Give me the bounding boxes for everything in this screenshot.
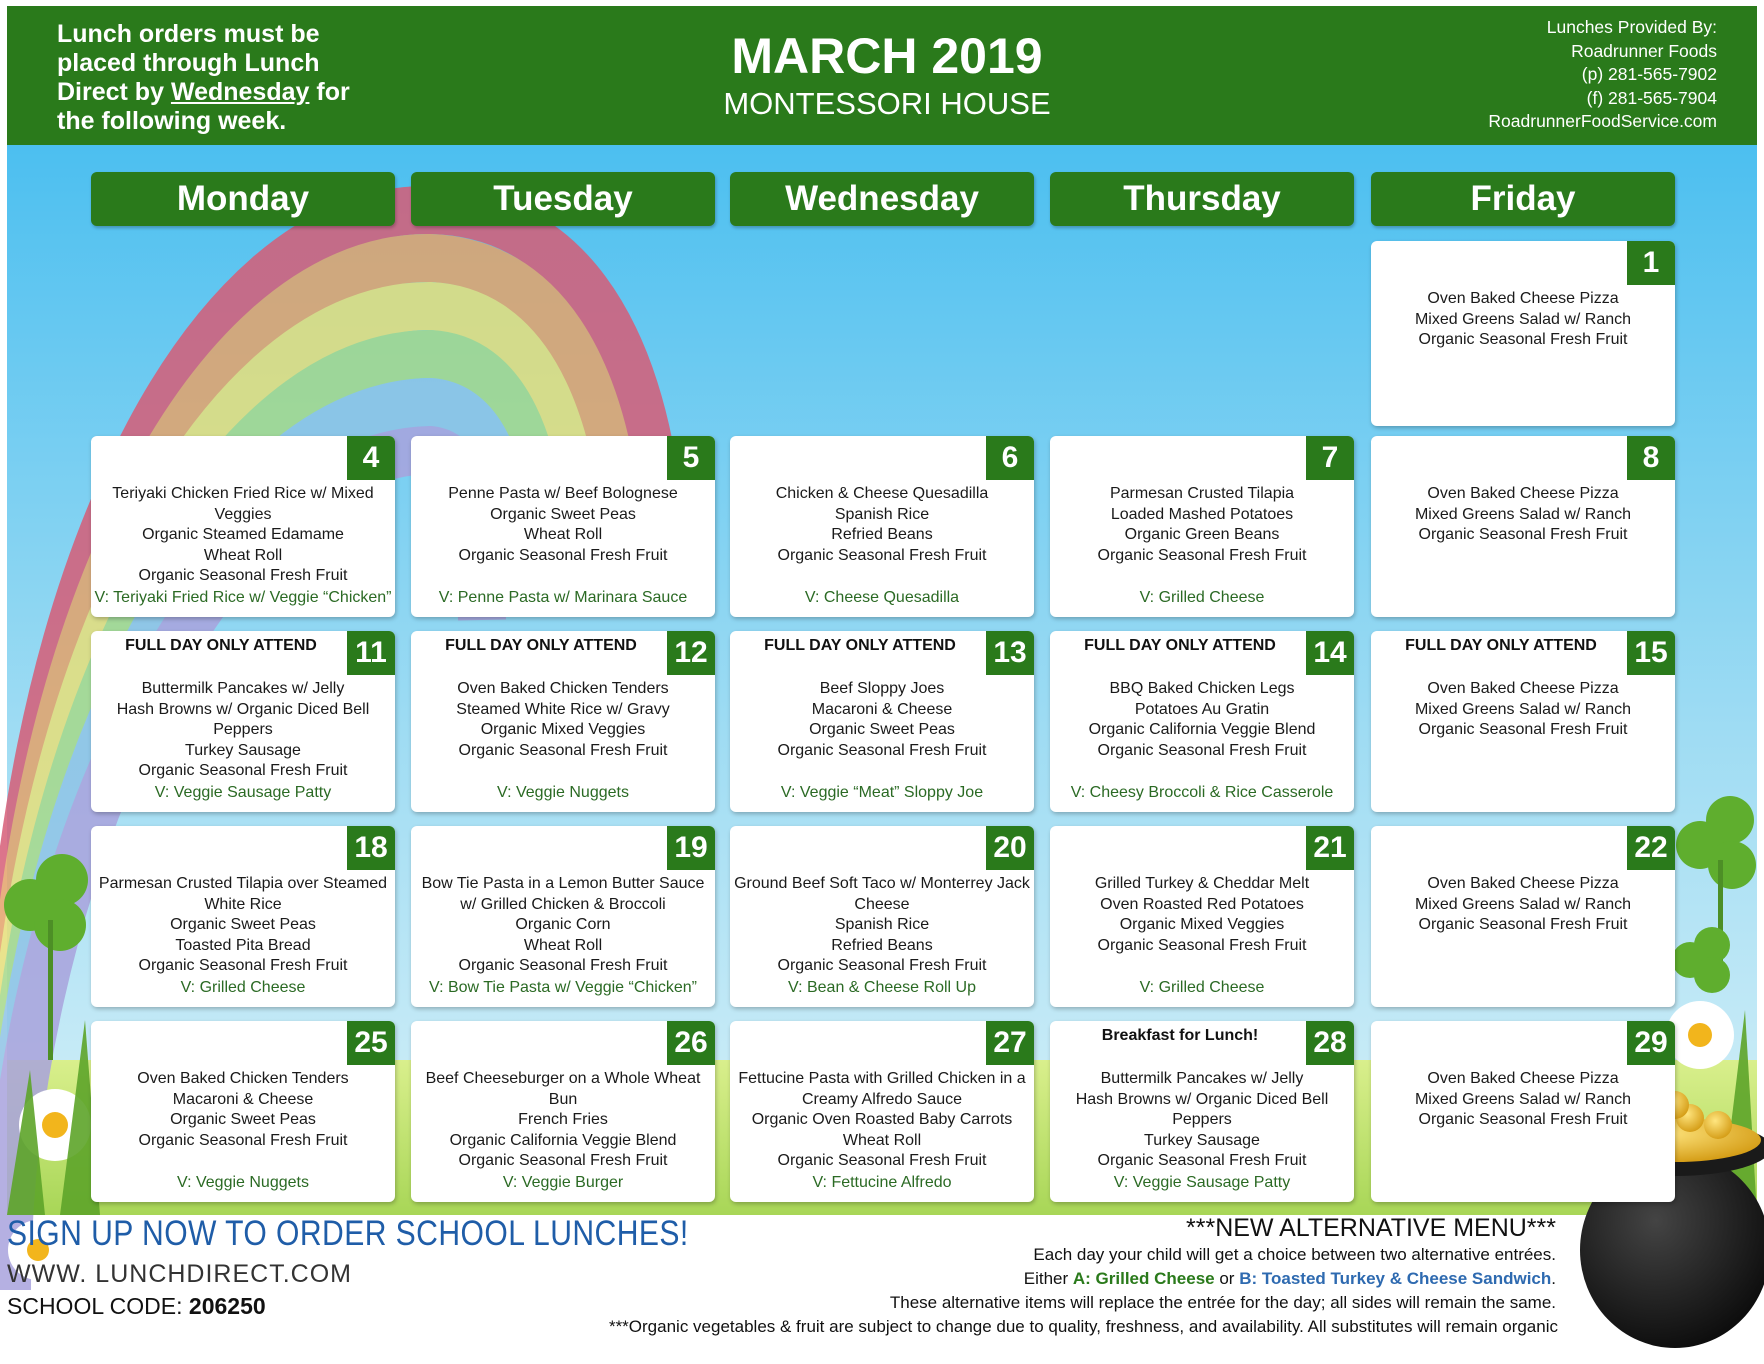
menu-items — [1054, 1069, 1350, 1172]
menu-item: Organic Corn — [515, 916, 611, 933]
alt-menu-line: Each day your child will get a choice between two alternative entrées. — [1033, 1245, 1556, 1264]
calendar-day-cell — [1371, 241, 1675, 426]
menu-items — [734, 874, 1030, 977]
school-code-value: 206250 — [188, 1293, 266, 1319]
menu-item: Oven Baked Cheese Pizza — [1427, 485, 1619, 502]
alt-menu-line: These alternative items will replace the entrée for the day; all sides will remain the same. — [889, 1293, 1556, 1312]
menu-item: Oven Baked Chicken Tenders — [457, 680, 669, 697]
day-number: 22 — [1627, 826, 1675, 870]
menu-item: Organic Mixed Veggies — [480, 721, 646, 738]
calendar-day-cell — [1371, 436, 1675, 617]
vegetarian-option: V: Grilled Cheese — [1139, 589, 1265, 606]
menu-item: Organic Seasonal Fresh Fruit — [138, 1131, 348, 1149]
vegetarian-option: V: Veggie Sausage Patty — [1113, 1174, 1291, 1191]
menu-item: Organic Seasonal Fresh Fruit — [1418, 331, 1628, 348]
menu-item: Wheat Roll — [842, 1131, 922, 1149]
menu-item: Organic Sweet Peas — [170, 916, 316, 933]
vegetarian-option: V: Veggie Nuggets — [177, 1174, 309, 1191]
menu-item: Organic Seasonal Fresh Fruit — [138, 762, 348, 779]
menu-item: Wheat Roll — [203, 546, 283, 564]
menu-items — [1054, 679, 1350, 761]
day-note: FULL DAY ONLY ATTEND — [1405, 637, 1597, 654]
menu-item: Organic Seasonal Fresh Fruit — [138, 567, 348, 584]
provider-line: Roadrunner Foods — [1571, 40, 1717, 61]
menu-item: Oven Baked Cheese Pizza — [1427, 680, 1619, 697]
day-number: 7 — [1306, 436, 1354, 480]
calendar-day-cell — [411, 826, 715, 1007]
signup-heading: SIGN UP NOW TO ORDER SCHOOL LUNCHES! — [7, 1214, 689, 1253]
calendar-day-cell — [1371, 1021, 1675, 1202]
calendar-day-cell — [1371, 826, 1675, 1007]
day-number: 27 — [986, 1021, 1034, 1065]
menu-item: Organic Seasonal Fresh Fruit — [1097, 1152, 1307, 1169]
menu-item: Hash Browns w/ Organic Diced Bell Peppers — [1075, 1090, 1329, 1128]
menu-items — [1375, 1069, 1671, 1131]
menu-item: Organic Seasonal Fresh Fruit — [458, 546, 668, 564]
menu-item: Oven Roasted Red Potatoes — [1100, 895, 1304, 913]
day-number: 21 — [1306, 826, 1354, 870]
page-title: MARCH 2019 — [731, 28, 1043, 84]
menu-item: Organic Seasonal Fresh Fruit — [1418, 916, 1628, 933]
provider-line: (p) 281-565-7902 — [1581, 64, 1717, 84]
menu-items — [1375, 484, 1671, 546]
menu-item: Potatoes Au Gratin — [1134, 700, 1270, 718]
vegetarian-option: V: Veggie Sausage Patty — [154, 784, 332, 801]
day-header-tuesday: Tuesday — [411, 172, 715, 226]
menu-item: Organic Green Beans — [1124, 526, 1280, 543]
menu-item: Organic Sweet Peas — [170, 1111, 316, 1128]
menu-item: Chicken & Cheese Quesadilla — [775, 485, 989, 502]
menu-item: Organic Seasonal Fresh Fruit — [458, 741, 668, 759]
calendar-day-cell — [1050, 826, 1354, 1007]
menu-item: Mixed Greens Salad w/ Ranch — [1414, 310, 1632, 328]
menu-item: Organic Seasonal Fresh Fruit — [1418, 1111, 1628, 1128]
alt-option-a: A: Grilled Cheese — [1072, 1269, 1215, 1288]
day-number: 25 — [347, 1021, 395, 1065]
calendar-day-cell — [1050, 631, 1354, 812]
menu-item: Spanish Rice — [834, 505, 930, 523]
menu-item: Wheat Roll — [523, 526, 603, 543]
menu-item: Organic California Veggie Blend — [1088, 721, 1316, 738]
menu-item: Organic Seasonal Fresh Fruit — [1097, 741, 1307, 759]
vegetarian-option: V: Cheese Quesadilla — [804, 589, 960, 606]
menu-item: Oven Baked Cheese Pizza — [1427, 875, 1619, 892]
day-number: 20 — [986, 826, 1034, 870]
menu-items — [734, 484, 1030, 566]
calendar-day-cell — [1371, 631, 1675, 812]
day-number: 14 — [1306, 631, 1354, 675]
menu-item: Mixed Greens Salad w/ Ranch — [1414, 700, 1632, 718]
day-header-friday: Friday — [1371, 172, 1675, 226]
day-note: FULL DAY ONLY ATTEND — [445, 637, 637, 654]
menu-item: Macaroni & Cheese — [172, 1090, 314, 1108]
day-number: 11 — [347, 631, 395, 675]
vegetarian-option: V: Fettucine Alfredo — [812, 1174, 952, 1191]
menu-items — [415, 679, 711, 761]
day-number: 1 — [1627, 241, 1675, 285]
provider-line: (f) 281-565-7904 — [1586, 87, 1717, 108]
menu-item: Organic Oven Roasted Baby Carrots — [751, 1111, 1013, 1128]
alt-option-b: B: Toasted Turkey & Cheese Sandwich — [1239, 1269, 1552, 1288]
menu-item: Wheat Roll — [523, 936, 603, 954]
menu-item: Oven Baked Cheese Pizza — [1427, 290, 1619, 307]
menu-item: Grilled Turkey & Cheddar Melt — [1094, 875, 1310, 892]
menu-item: Buttermilk Pancakes w/ Jelly — [141, 680, 345, 697]
vegetarian-option: V: Veggie Nuggets — [497, 784, 629, 801]
menu-item: Spanish Rice — [834, 916, 930, 933]
day-number: 18 — [347, 826, 395, 870]
day-note: Breakfast for Lunch! — [1101, 1027, 1259, 1044]
day-header-thursday: Thursday — [1050, 172, 1354, 226]
menu-items — [95, 484, 391, 587]
menu-item: Organic Seasonal Fresh Fruit — [1097, 546, 1307, 564]
menu-item: Organic Steamed Edamame — [142, 526, 344, 543]
day-note: FULL DAY ONLY ATTEND — [764, 637, 956, 654]
menu-item: French Fries — [518, 1111, 608, 1128]
menu-items — [734, 1069, 1030, 1172]
calendar-day-cell — [730, 436, 1034, 617]
day-number: 28 — [1306, 1021, 1354, 1065]
menu-items — [95, 874, 391, 977]
calendar-day-cell — [91, 1021, 395, 1202]
vegetarian-option: V: Veggie Burger — [502, 1174, 624, 1191]
menu-item: Loaded Mashed Potatoes — [1110, 505, 1294, 523]
calendar-day-cell — [411, 1021, 715, 1202]
day-header-wednesday: Wednesday — [730, 172, 1034, 226]
calendar-day-cell — [730, 1021, 1034, 1202]
menu-item: Fettucine Pasta with Grilled Chicken in a Creamy Alfredo Sauce — [738, 1070, 1026, 1108]
menu-item: Penne Pasta w/ Beef Bolognese — [448, 485, 678, 502]
day-number: 26 — [667, 1021, 715, 1065]
menu-items — [95, 679, 391, 782]
menu-item: Beef Cheeseburger on a Whole Wheat Bun — [425, 1070, 701, 1108]
menu-item: BBQ Baked Chicken Legs — [1109, 680, 1295, 697]
vegetarian-option: V: Teriyaki Fried Rice w/ Veggie “Chicken” — [94, 589, 392, 606]
vegetarian-option: V: Penne Pasta w/ Marinara Sauce — [438, 589, 688, 606]
menu-item: Teriyaki Chicken Fried Rice w/ Mixed Veggies — [112, 485, 374, 523]
menu-item: Steamed White Rice w/ Gravy — [456, 700, 670, 718]
day-number: 8 — [1627, 436, 1675, 480]
menu-item: Beef Sloppy Joes — [819, 680, 945, 697]
calendar-day-cell — [1050, 436, 1354, 617]
menu-items — [1054, 484, 1350, 566]
menu-item: Refried Beans — [831, 526, 933, 543]
menu-item: Macaroni & Cheese — [811, 700, 953, 718]
menu-items — [415, 484, 711, 566]
menu-item: Ground Beef Soft Taco w/ Monterrey Jack Cheese — [734, 875, 1030, 913]
day-number: 29 — [1627, 1021, 1675, 1065]
provider-line: RoadrunnerFoodService.com — [1488, 111, 1717, 131]
day-number: 15 — [1627, 631, 1675, 675]
menu-item: Organic Seasonal Fresh Fruit — [777, 741, 987, 759]
menu-item: Mixed Greens Salad w/ Ranch — [1414, 505, 1632, 523]
menu-item: Organic Seasonal Fresh Fruit — [1418, 721, 1628, 738]
menu-item: Mixed Greens Salad w/ Ranch — [1414, 1090, 1632, 1108]
header-banner — [7, 6, 1757, 145]
school-name: MONTESSORI HOUSE — [723, 86, 1051, 121]
website-link[interactable]: WWW. LUNCHDIRECT.COM — [7, 1260, 352, 1288]
calendar-day-cell — [411, 436, 715, 617]
menu-item: Oven Baked Chicken Tenders — [137, 1070, 349, 1087]
menu-item: Organic Seasonal Fresh Fruit — [777, 1152, 987, 1169]
alt-menu-title: ***NEW ALTERNATIVE MENU*** — [1186, 1214, 1556, 1242]
menu-item: Organic Seasonal Fresh Fruit — [777, 546, 987, 564]
menu-item: Turkey Sausage — [185, 741, 301, 759]
menu-item: Organic Sweet Peas — [490, 505, 636, 523]
alternative-menu-block — [609, 1214, 1556, 1339]
calendar-day-cell — [91, 436, 395, 617]
menu-items — [95, 1069, 391, 1151]
menu-item: Oven Baked Cheese Pizza — [1427, 1070, 1619, 1087]
menu-item: Mixed Greens Salad w/ Ranch — [1414, 895, 1632, 913]
day-number: 4 — [347, 436, 395, 480]
menu-item: Organic Seasonal Fresh Fruit — [1418, 526, 1628, 543]
calendar-day-cell — [730, 826, 1034, 1007]
menu-item: Buttermilk Pancakes w/ Jelly — [1100, 1070, 1304, 1087]
menu-items — [1375, 679, 1671, 741]
menu-item: Organic Seasonal Fresh Fruit — [458, 957, 668, 974]
calendar-day-cell — [730, 631, 1034, 812]
order-deadline-note: Lunch orders must be placed through Lunch Direct by Wednesday for the following week. — [57, 20, 350, 135]
day-number: 6 — [986, 436, 1034, 480]
vegetarian-option: V: Grilled Cheese — [180, 979, 306, 996]
provider-info — [1357, 16, 1717, 134]
day-note: FULL DAY ONLY ATTEND — [125, 637, 317, 654]
calendar-day-cell — [91, 631, 395, 812]
menu-item: Organic Mixed Veggies — [1119, 916, 1285, 933]
menu-item: Parmesan Crusted Tilapia over Steamed White Rice — [98, 875, 388, 913]
alt-menu-choices: Either A: Grilled Cheese or B: Toasted Turkey & Cheese Sandwich. — [1023, 1269, 1556, 1288]
calendar-day-cell — [91, 826, 395, 1007]
menu-item: Turkey Sausage — [1144, 1131, 1260, 1149]
menu-item: Parmesan Crusted Tilapia — [1109, 485, 1295, 502]
day-number: 12 — [667, 631, 715, 675]
menu-item: Bow Tie Pasta in a Lemon Butter Sauce w/ Grilled Chicken & Broccoli — [421, 875, 705, 913]
school-code: SCHOOL CODE: 206250 — [7, 1293, 266, 1319]
day-number: 5 — [667, 436, 715, 480]
day-number: 19 — [667, 826, 715, 870]
menu-item: Toasted Pita Bread — [175, 936, 311, 954]
day-header-monday: Monday — [91, 172, 395, 226]
menu-items — [415, 874, 711, 977]
vegetarian-option: V: Grilled Cheese — [1139, 979, 1265, 996]
menu-item: Organic Seasonal Fresh Fruit — [458, 1152, 668, 1169]
day-note: FULL DAY ONLY ATTEND — [1084, 637, 1276, 654]
menu-items — [1375, 874, 1671, 936]
menu-item: Organic Sweet Peas — [809, 721, 955, 738]
menu-item: Organic Seasonal Fresh Fruit — [138, 957, 348, 974]
organic-disclaimer: ***Organic vegetables & fruit are subject to change due to quality, freshness, and availability. All substitutes will remain organic — [608, 1317, 1558, 1336]
menu-item: Organic California Veggie Blend — [449, 1131, 677, 1149]
menu-item: Refried Beans — [831, 936, 933, 954]
day-number: 13 — [986, 631, 1034, 675]
menu-items — [1375, 289, 1671, 351]
calendar-day-cell — [411, 631, 715, 812]
menu-items — [734, 679, 1030, 761]
vegetarian-option: V: Bean & Cheese Roll Up — [788, 979, 976, 996]
menu-item: Organic Seasonal Fresh Fruit — [1097, 936, 1307, 954]
vegetarian-option: V: Bow Tie Pasta w/ Veggie “Chicken” — [429, 979, 697, 996]
menu-items — [415, 1069, 711, 1172]
deadline-day: Wednesday — [170, 78, 310, 106]
provider-line: Lunches Provided By: — [1546, 17, 1717, 37]
menu-item: Hash Browns w/ Organic Diced Bell Peppers — [116, 700, 370, 738]
vegetarian-option: V: Veggie “Meat” Sloppy Joe — [780, 784, 984, 801]
title-block — [567, 28, 1207, 122]
calendar-day-cell — [1050, 1021, 1354, 1202]
menu-item: Organic Seasonal Fresh Fruit — [777, 957, 987, 974]
vegetarian-option: V: Cheesy Broccoli & Rice Casserole — [1070, 784, 1334, 801]
menu-items — [1054, 874, 1350, 956]
